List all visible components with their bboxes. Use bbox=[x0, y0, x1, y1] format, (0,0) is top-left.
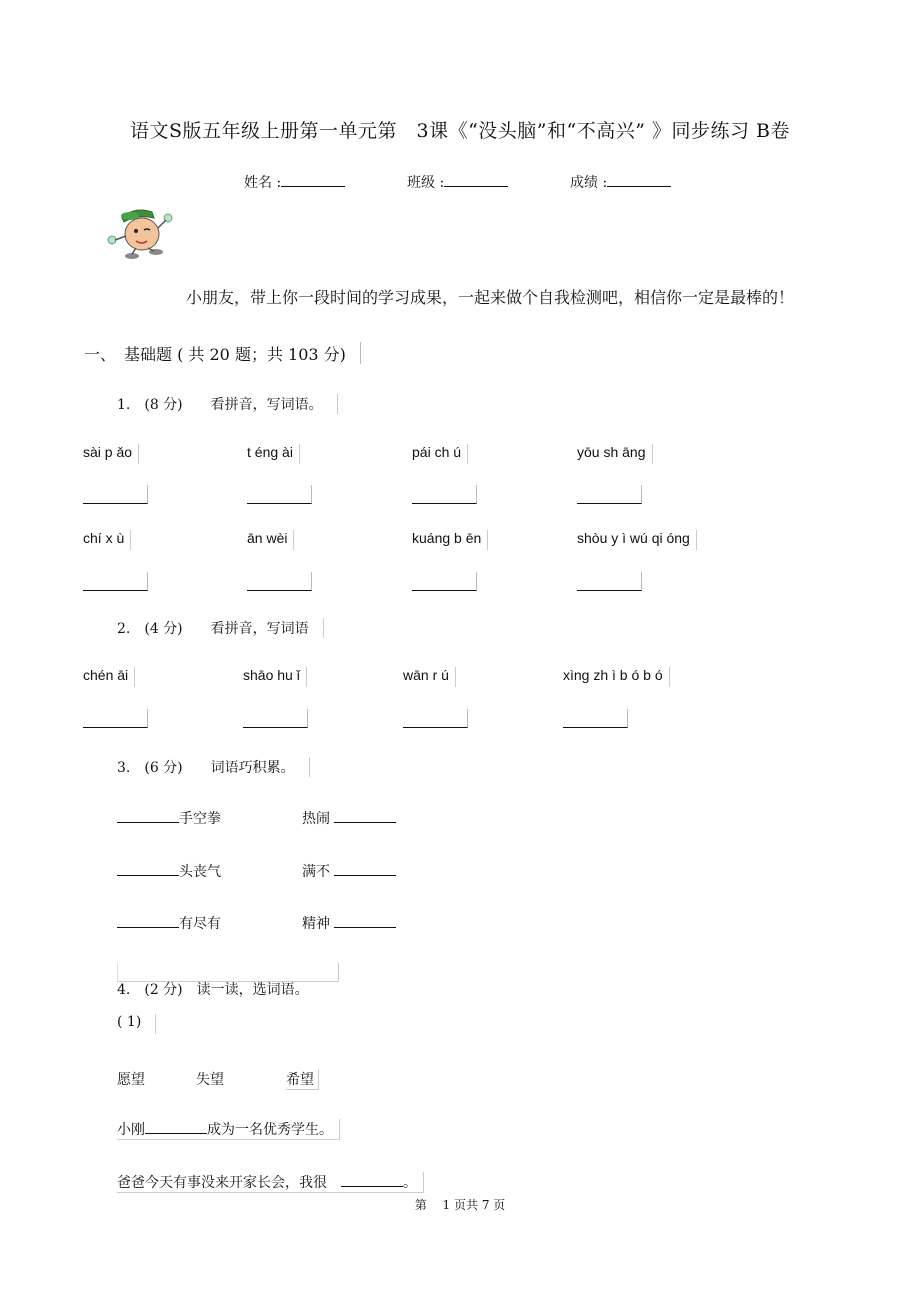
pinyin-item: t éng ài bbox=[247, 444, 300, 464]
pinyin-item: wān r ú bbox=[403, 667, 456, 687]
sentence-text: 爸爸今天有事没来开家长会，我很 bbox=[117, 1175, 327, 1191]
idiom-blank[interactable] bbox=[117, 808, 179, 823]
idiom-left[interactable] bbox=[117, 861, 221, 881]
score-blank[interactable] bbox=[607, 172, 671, 187]
answer-blank[interactable] bbox=[243, 709, 308, 728]
score-field[interactable] bbox=[570, 172, 671, 192]
pinyin-item: pái ch ú bbox=[412, 444, 468, 464]
intro-text: 小朋友，带上你一段时间的学习成果，一起来做个自我检测吧，相信你一定是最棒的！ bbox=[186, 288, 795, 307]
idiom-left[interactable] bbox=[117, 913, 221, 933]
answer-blank[interactable] bbox=[577, 485, 642, 504]
answer-blank[interactable] bbox=[83, 709, 148, 728]
pinyin-item: chén āi bbox=[83, 667, 135, 687]
answer-blank[interactable] bbox=[247, 485, 312, 504]
idiom-text: 热闹 bbox=[302, 811, 330, 827]
pinyin-item: yōu sh āng bbox=[577, 444, 653, 464]
sub-question-number: ( 1) bbox=[117, 1014, 156, 1034]
pinyin-item: chí x ù bbox=[83, 530, 131, 550]
idiom-text: 精神 bbox=[302, 916, 330, 932]
idiom-right[interactable] bbox=[302, 808, 396, 828]
section-heading: 一、 基础题 ( 共 20 题；共 103 分) bbox=[84, 342, 361, 364]
class-blank[interactable] bbox=[444, 172, 508, 187]
sentence-blank[interactable] bbox=[145, 1119, 207, 1134]
pinyin-item: shòu y ì wú qi óng bbox=[577, 530, 697, 550]
answer-blank[interactable] bbox=[563, 709, 628, 728]
pinyin-item: sài p ǎo bbox=[83, 444, 139, 464]
question-4-label: 4. (2 分) 读一读，选词语。 bbox=[117, 982, 309, 998]
pinyin-item: kuáng b ēn bbox=[412, 530, 488, 550]
idiom-blank[interactable] bbox=[334, 808, 396, 823]
idiom-text: 有尽有 bbox=[179, 916, 221, 932]
answer-blank[interactable] bbox=[403, 709, 468, 728]
name-label: 姓名 : bbox=[244, 175, 282, 191]
question-1-label: 1. (8 分) 看拼音，写词语。 bbox=[117, 394, 338, 414]
sentence-text: 。 bbox=[403, 1175, 417, 1191]
idiom-right[interactable] bbox=[302, 861, 396, 881]
sentence-2[interactable] bbox=[117, 1172, 424, 1193]
answer-blank[interactable] bbox=[412, 485, 477, 504]
pinyin-item: xìng zh ì b ó b ó bbox=[563, 667, 670, 687]
pinyin-item: ān wèi bbox=[247, 530, 294, 550]
page-title: 语文S版五年级上册第一单元第 3课《“没头脑”和“不高兴” 》同步练习 B卷 bbox=[129, 120, 790, 142]
sentence-text: 成为一名优秀学生。 bbox=[207, 1122, 333, 1138]
word-choice: 愿望 bbox=[117, 1072, 145, 1088]
mascot-illustration bbox=[104, 200, 184, 264]
answer-blank[interactable] bbox=[83, 485, 148, 504]
name-blank[interactable] bbox=[281, 172, 345, 187]
idiom-blank[interactable] bbox=[334, 913, 396, 928]
word-choice: 希望 bbox=[286, 1069, 319, 1090]
name-field[interactable] bbox=[244, 172, 345, 192]
idiom-blank[interactable] bbox=[117, 861, 179, 876]
answer-blank[interactable] bbox=[83, 572, 148, 591]
idiom-left[interactable] bbox=[117, 808, 221, 828]
question-3-label: 3. (6 分) 词语巧积累。 bbox=[117, 757, 310, 777]
sentence-text: 小刚 bbox=[117, 1122, 145, 1138]
question-2-label: 2. (4 分) 看拼音，写词语 bbox=[117, 618, 324, 638]
idiom-right[interactable] bbox=[302, 913, 396, 933]
idiom-blank[interactable] bbox=[334, 861, 396, 876]
answer-blank[interactable] bbox=[247, 572, 312, 591]
class-label: 班级 : bbox=[407, 175, 445, 191]
class-field[interactable] bbox=[407, 172, 508, 192]
score-label: 成绩 : bbox=[570, 175, 608, 191]
idiom-blank[interactable] bbox=[117, 913, 179, 928]
idiom-text: 头丧气 bbox=[179, 864, 221, 880]
pinyin-item: shāo hu ǐ bbox=[243, 667, 307, 687]
sentence-1[interactable] bbox=[117, 1119, 340, 1140]
answer-blank[interactable] bbox=[577, 572, 642, 591]
idiom-text: 手空拳 bbox=[179, 811, 221, 827]
word-choice: 失望 bbox=[196, 1072, 224, 1088]
page-footer: 第 1 页共 7 页 bbox=[414, 1198, 506, 1212]
answer-blank[interactable] bbox=[412, 572, 477, 591]
sentence-blank[interactable] bbox=[341, 1172, 403, 1187]
idiom-text: 满不 bbox=[302, 864, 330, 880]
